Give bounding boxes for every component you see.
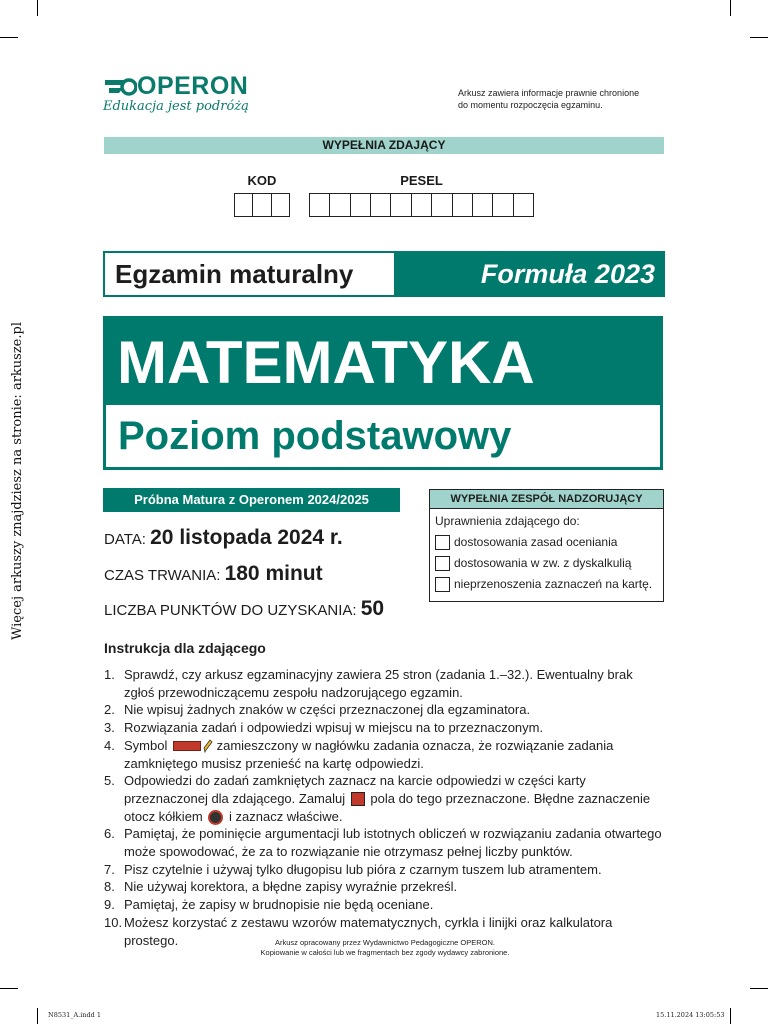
slug-filename: N8531_A.indd 1 <box>48 1011 102 1019</box>
item-text-part: pola do tego przeznaczone. Błędne zaznaczenie otocz kółkiem <box>124 790 651 824</box>
duration-label: CZAS TRWANIA: <box>104 567 221 584</box>
legal-notice <box>458 87 639 111</box>
item-number: 9. <box>104 897 115 913</box>
logo-mark-icon <box>103 76 137 98</box>
candidate-band: WYPEŁNIA ZDAJĄCY <box>104 137 664 154</box>
pesel-field[interactable] <box>309 193 534 217</box>
item-text: Sprawdź, czy arkusz egzaminacyjny zawiera 25 stron (zadania 1.–32.). Ewentualny brak zgłoś przewodniczącemu zespołu nadzorującego egzamin. <box>124 667 633 700</box>
legal-line: do momentu rozpoczęcia egzaminu. <box>458 100 603 110</box>
item-text <box>124 737 666 772</box>
pencil-icon <box>203 739 213 753</box>
probna-badge: Próbna Matura z Operonem 2024/2025 <box>103 488 400 512</box>
item-text: Rozwiązania zadań i odpowiedzi wpisuj w miejscu na to przeznaczonym. <box>124 720 544 736</box>
subject-level: Poziom podstawowy <box>118 414 512 458</box>
kod-field[interactable] <box>234 193 290 217</box>
item-number: 5. <box>104 773 115 789</box>
option-label: dostosowania zasad oceniania <box>454 535 618 549</box>
duration-row <box>104 562 323 586</box>
list-item <box>104 719 666 737</box>
list-item <box>104 861 666 879</box>
list-item <box>104 737 666 772</box>
list-item <box>104 772 666 825</box>
supervisor-header: WYPEŁNIA ZESPÓŁ NADZORUJĄCY <box>430 490 663 509</box>
footer-line: Arkusz opracowany przez Wydawnictwo Pedagogiczne OPERON. <box>274 938 496 947</box>
crop-mark <box>750 988 768 989</box>
instructions-list <box>104 666 666 949</box>
kod-label: KOD <box>247 173 277 188</box>
item-text-part: Symbol <box>124 737 168 753</box>
level-box <box>106 405 660 467</box>
date-label: DATA: <box>104 531 146 548</box>
option-row <box>435 574 663 595</box>
supervisor-intro: Uprawnienia zdającego do: <box>435 514 580 528</box>
points-label: LICZBA PUNKTÓW DO UZYSKANIA: <box>104 602 357 619</box>
exam-formula: Formuła 2023 <box>480 259 655 289</box>
instructions-title: Instrukcja dla zdającego <box>104 640 266 656</box>
crop-mark <box>37 0 38 16</box>
date-value: 20 listopada 2024 r. <box>150 526 343 549</box>
item-number: 4. <box>104 737 115 753</box>
item-text: Pamiętaj, że pominięcie argumentacji lub istotnych obliczeń w rozwiązaniu zadania otwartego może spowodować, że za to rozwiązanie nie otrzymasz pełnej liczby punktów. <box>124 826 662 860</box>
item-text: Pamiętaj, że zapisy w brudnopisie nie będą oceniane. <box>124 897 434 913</box>
item-number: 10. <box>104 914 123 930</box>
operon-logo <box>103 72 249 114</box>
slug-timestamp: 15.11.2024 13:05:53 <box>656 1011 725 1019</box>
crop-mark <box>0 37 18 38</box>
points-row <box>104 597 384 621</box>
item-text: Możesz korzystać z zestawu wzorów matematycznych, cyrkla i linijki oraz kalkulatora prostego. <box>124 914 613 948</box>
item-number: 2. <box>104 702 115 718</box>
filled-square-icon <box>351 792 365 806</box>
crop-mark <box>37 1008 38 1024</box>
item-text <box>124 772 666 825</box>
subject-title: MATEMATYKA <box>117 329 535 396</box>
supervisor-box <box>429 489 664 602</box>
crop-mark <box>0 988 18 989</box>
item-text: Pisz czytelnie i używaj tylko długopisu lub pióra z czarnym tuszem lub atramentem. <box>124 861 602 877</box>
item-text: Nie wpisuj żadnych znaków w części przeznaczonej dla egzaminatora. <box>124 702 531 718</box>
item-number: 6. <box>104 826 115 842</box>
footer-notice <box>104 938 666 958</box>
checkbox[interactable] <box>435 535 450 550</box>
crop-mark <box>750 37 768 38</box>
item-number: 1. <box>104 667 115 682</box>
item-number: 8. <box>104 879 115 895</box>
crop-mark <box>730 1008 731 1024</box>
logo-name: OPERON <box>137 72 249 100</box>
circled-mark-icon <box>208 810 223 825</box>
option-label: nieprzenoszenia zaznaczeń na kartę. <box>454 577 653 591</box>
pesel-label: PESEL <box>400 173 443 188</box>
list-item <box>104 896 666 914</box>
footer-line: Kopiowanie w całości lub we fragmentach bez zgody wydawcy zabronione. <box>260 948 510 957</box>
option-row <box>435 532 663 553</box>
item-number: 7. <box>104 861 115 877</box>
list-item <box>104 878 666 896</box>
checkbox[interactable] <box>435 556 450 571</box>
list-item <box>104 701 666 719</box>
logo-tagline: Edukacja jest podróżą <box>103 99 249 114</box>
exam-type: Egzamin maturalny <box>105 253 394 295</box>
option-row <box>435 553 663 574</box>
transfer-symbol-icon <box>173 741 201 751</box>
list-item <box>104 666 666 701</box>
date-row <box>104 526 343 550</box>
crop-mark <box>730 0 731 16</box>
duration-value: 180 minut <box>224 562 323 585</box>
item-number: 3. <box>104 720 115 736</box>
item-text-part: zamieszczony w nagłówku zadania oznacza, że rozwiązanie zadania zamkniętego musisz przenieść na kartę odpowiedzi. <box>124 737 614 771</box>
legal-line: Arkusz zawiera informacje prawnie chronione <box>458 88 640 98</box>
option-label: dostosowania w zw. z dyskalkulią <box>454 556 632 570</box>
side-watermark: Więcej arkuszy znajdziesz na stronie: arkusze.pl <box>10 322 25 640</box>
exam-bar <box>103 251 665 297</box>
item-text-part: Odpowiedzi do zadań zamkniętych zaznacz na karcie odpowiedzi w części karty przeznaczonej dla zdającego. Zamaluj <box>124 773 586 806</box>
item-text-part: i zaznacz właściwe. <box>229 808 343 824</box>
item-text: Nie używaj korektora, a błędne zapisy wyraźnie przekreśl. <box>124 879 458 895</box>
list-item <box>104 825 666 860</box>
checkbox[interactable] <box>435 577 450 592</box>
points-value: 50 <box>360 597 385 620</box>
subject-block <box>103 316 663 470</box>
